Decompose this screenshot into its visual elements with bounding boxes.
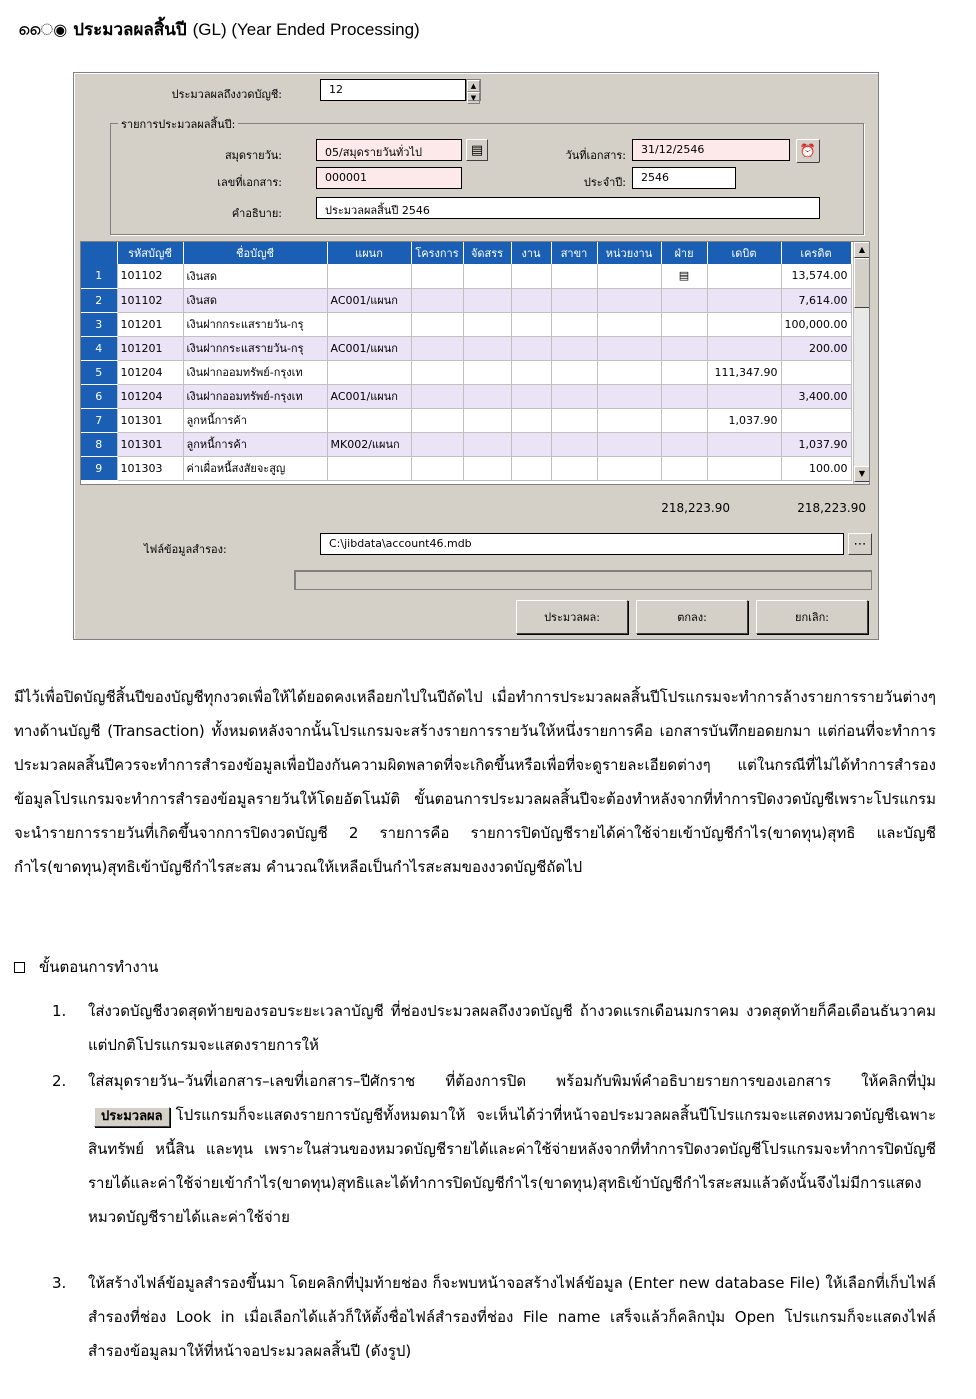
cell-division[interactable] <box>661 408 707 432</box>
accounts-grid <box>80 241 870 485</box>
cell-rownum: 6 <box>81 384 117 408</box>
cell-branch[interactable] <box>551 312 597 336</box>
cell-unit[interactable] <box>597 360 661 384</box>
cell-division[interactable] <box>661 264 707 288</box>
cell-account-name[interactable]: เงินฝากกระแสรายวัน-กรุ <box>183 336 327 360</box>
cell-job[interactable] <box>511 408 551 432</box>
step-1-number: 1. <box>52 1002 67 1020</box>
cell-rownum: 1 <box>81 264 117 288</box>
col-header-debit[interactable]: เดบิต <box>707 242 781 264</box>
cell-allocation[interactable] <box>463 456 511 480</box>
year-label: ประจำปี: <box>583 176 626 189</box>
cell-department[interactable] <box>327 312 411 336</box>
cell-branch[interactable] <box>551 408 597 432</box>
cell-project[interactable] <box>411 336 463 360</box>
cell-rownum: 9 <box>81 456 117 480</box>
period-label: ประมวลผลถึงงวดบัญชี: <box>171 88 282 101</box>
document-icon[interactable]: ▤ <box>678 269 690 283</box>
cell-branch[interactable] <box>551 264 597 288</box>
cell-account-code[interactable]: 101301 <box>117 432 183 456</box>
year-input[interactable]: 2546 <box>632 167 736 189</box>
grid-header-row <box>81 242 851 264</box>
cell-department[interactable] <box>327 264 411 288</box>
col-header-credit[interactable]: เครดิต <box>781 242 851 264</box>
browse-button[interactable] <box>848 533 872 555</box>
table-row[interactable] <box>81 456 851 480</box>
col-header-project[interactable]: โครงการ <box>411 242 463 264</box>
cell-debit[interactable]: 111,347.90 <box>707 360 781 384</box>
spin-down-icon[interactable]: ▼ <box>467 92 480 104</box>
group-title: รายการประมวลผลสิ้นปี: <box>118 115 238 133</box>
cell-debit[interactable] <box>707 384 781 408</box>
cell-allocation[interactable] <box>463 264 511 288</box>
cell-job[interactable] <box>511 288 551 312</box>
cell-department[interactable] <box>327 408 411 432</box>
table-row[interactable] <box>81 408 851 432</box>
cell-debit[interactable] <box>707 288 781 312</box>
cell-rownum: 4 <box>81 336 117 360</box>
step-1-text: ใส่งวดบัญชีงวดสุดท้ายของรอบระยะเวลาบัญชี ที่ช่องประมวลผลถึงงวดบัญชี ถ้างวดแรกเดือนมกราคม งวดสุดท้ายก็คือเดือนธันวาคม แต่ปกติโปรแกรมจะแสดงรายการให้ <box>88 1002 936 1054</box>
cell-credit[interactable]: 100.00 <box>781 456 851 480</box>
cell-account-code[interactable]: 101102 <box>117 264 183 288</box>
cell-unit[interactable] <box>597 432 661 456</box>
cell-division[interactable] <box>661 336 707 360</box>
browse-icon: ⋯ <box>853 536 867 552</box>
cell-account-code[interactable]: 101204 <box>117 384 183 408</box>
docno-label: เลขที่เอกสาร: <box>217 176 282 189</box>
cell-rownum: 2 <box>81 288 117 312</box>
cell-job[interactable] <box>511 384 551 408</box>
cell-project[interactable] <box>411 384 463 408</box>
cell-division[interactable] <box>661 456 707 480</box>
journal-input[interactable]: 05/สมุดรายวันทั่วไป <box>316 139 462 161</box>
total-debit: 218,223.90 <box>661 501 730 515</box>
progress-bar <box>294 570 872 590</box>
docno-input[interactable]: 000001 <box>316 167 462 189</box>
cell-unit[interactable] <box>597 288 661 312</box>
process-button[interactable]: ประมวลผล: <box>516 600 628 634</box>
cell-unit[interactable] <box>597 384 661 408</box>
cell-job[interactable] <box>511 360 551 384</box>
grid-body <box>81 264 851 480</box>
cell-debit[interactable] <box>707 336 781 360</box>
cell-division[interactable] <box>661 312 707 336</box>
cell-job[interactable] <box>511 456 551 480</box>
table-row[interactable] <box>81 312 851 336</box>
cell-credit[interactable]: 1,037.90 <box>781 432 851 456</box>
backup-label: ไฟล์ข้อมูลสำรอง: <box>144 543 227 556</box>
col-header-job[interactable]: งาน <box>511 242 551 264</box>
cell-project[interactable] <box>411 288 463 312</box>
step-2-text-b: โปรแกรมก็จะแสดงรายการบัญชีทั้งหมดมาให้ จะเห็นได้ว่าที่หน้าจอประมวลผลสิ้นปีโปรแกรมจะแสดงหมวดบัญชีเฉพาะ สินทรัพย์ หนี้สิน และทุน เพราะในส่วนของหมวดบัญชีรายได้และค่าใช้จ่ายหลังจากที่ทำการปิดงวดบัญชีโปรแกรมจะทำการปิดบัญชีรายได้และค่าใช้จ่ายเข้ากำไร(ขาดทุน)สุทธิและได้ทำการปิดบัญชีกำไร(ขาดทุน)สุทธิเข้าบัญชีกำไรสะสมแล้วดังนั้นจึงไม่มีการแสดงหมวดบัญชีรายได้และค่าใช้จ่าย <box>88 1106 936 1226</box>
step-2-text-a: ใส่สมุดรายวัน–วันที่เอกสาร–เลขที่เอกสาร–ปีศักราช ที่ต้องการปิด พร้อมกับพิมพ์คำอธิบายรายการของเอกสาร ให้คลิกที่ปุ่ม <box>88 1072 936 1090</box>
table-row[interactable] <box>81 264 851 288</box>
col-header-branch[interactable]: สาขา <box>551 242 597 264</box>
cell-account-name[interactable]: ลูกหนี้การค้า <box>183 408 327 432</box>
cell-allocation[interactable] <box>463 312 511 336</box>
cell-debit[interactable] <box>707 264 781 288</box>
docdate-input[interactable]: 31/12/2546 <box>632 139 790 161</box>
table-row[interactable] <box>81 336 851 360</box>
cell-branch[interactable] <box>551 288 597 312</box>
cell-job[interactable] <box>511 264 551 288</box>
checkbox-bullet-icon <box>14 962 25 973</box>
cell-credit[interactable]: 100,000.00 <box>781 312 851 336</box>
backup-file-input[interactable]: C:\jibdata\account46.mdb <box>320 533 844 555</box>
scroll-thumb[interactable] <box>854 258 870 308</box>
step-3 <box>52 1266 936 1368</box>
cell-debit[interactable] <box>707 456 781 480</box>
description-paragraph: มีไว้เพื่อปิดบัญชีสิ้นปีของบัญชีทุกงวดเพื่อให้ได้ยอดคงเหลือยกไปในปีถัดไป เมื่อทำการประมวลผลสิ้นปีโปรแกรมจะทำการล้างรายการรายวันต่างๆทางด้านบัญชี (Transaction) ทั้งหมดหลังจากนั้นโปรแกรมจะสร้างรายการรายวันให้หนึ่งรายการคือ เอกสารบันทึกยอดยกมา แต่ก่อนที่จะทำการประมวลผลสิ้นปีควรจะทำการสำรองข้อมูลเพื่อป้องกันความผิดพลาดที่จะเกิดขึ้นหรือเพื่อที่จะดูรายละเอียดต่างๆ แต่ในกรณีที่ไม่ได้ทำการสำรองข้อมูลโปรแกรมจะทำการสำรองข้อมูลรายวันให้โดยอัตโนมัติ ขั้นตอนการประมวลผลสิ้นปีจะต้องทำหลังจากที่ทำการปิดงวดบัญชีเพราะโปรแกรมจะนำรายการรายวันที่เกิดขึ้นจากการปิดงวดบัญชี 2 รายการคือ รายการปิดบัญชีรายได้ค่าใช้จ่ายเข้าบัญชีกำไร(ขาดทุน)สุทธิ และบัญชีกำไร(ขาดทุน)สุทธิเข้าบัญชีกำไรสะสม คำนวณให้เหลือเป็นกำไรสะสมของงวดบัญชีถัดไป <box>14 688 936 876</box>
cell-credit[interactable]: 200.00 <box>781 336 851 360</box>
cell-account-code[interactable]: 101201 <box>117 312 183 336</box>
cell-account-name[interactable]: เงินฝากออมทรัพย์-กรุงเท <box>183 384 327 408</box>
col-header-account-name[interactable]: ชื่อบัญชี <box>183 242 327 264</box>
cell-credit[interactable]: 13,574.00 <box>781 264 851 288</box>
cell-branch[interactable] <box>551 456 597 480</box>
cell-rownum: 5 <box>81 360 117 384</box>
cell-credit[interactable]: 7,614.00 <box>781 288 851 312</box>
cell-department[interactable]: AC001/แผนก <box>327 336 411 360</box>
cancel-button[interactable]: ยกเลิก: <box>756 600 868 634</box>
col-header-account-code[interactable]: รหัสบัญชี <box>117 242 183 264</box>
scroll-up-icon[interactable]: ▲ <box>854 242 870 258</box>
step-2-text <box>88 1064 936 1234</box>
cell-account-name[interactable]: เงินฝากออมทรัพย์-กรุงเท <box>183 360 327 384</box>
cell-allocation[interactable] <box>463 336 511 360</box>
cell-debit[interactable]: 1,037.90 <box>707 408 781 432</box>
clock-icon: ⏰ <box>799 143 817 159</box>
step-3-number: 3. <box>52 1274 67 1292</box>
cell-division[interactable] <box>661 360 707 384</box>
spin-up-icon[interactable]: ▲ <box>467 80 480 92</box>
step-2 <box>52 1064 936 1234</box>
cell-branch[interactable] <box>551 336 597 360</box>
col-header-department[interactable]: แผนก <box>327 242 411 264</box>
cell-allocation[interactable] <box>463 432 511 456</box>
cell-project[interactable] <box>411 408 463 432</box>
cell-credit[interactable] <box>781 408 851 432</box>
cell-project[interactable] <box>411 312 463 336</box>
steps-heading: ขั้นตอนการทำงาน <box>39 958 159 976</box>
cell-department[interactable]: MK002/แผนก <box>327 432 411 456</box>
journal-lookup-button[interactable] <box>466 139 488 161</box>
step-3-text: ให้สร้างไฟล์ข้อมูลสำรองขึ้นมา โดยคลิกที่ปุ่มท้ายช่อง ก็จะพบหน้าจอสร้างไฟล์ข้อมูล (Enter new database File) ให้เลือกที่เก็บไฟล์สำรองที่ช่อง Look in เมื่อเลือกได้แล้วก็ให้ตั้งชื่อไฟล์สำรองที่ช่อง File name เสร็จแล้วก็คลิกปุ่ม Open โปรแกรมก็จะแสดงไฟล์สำรองข้อมูลมาให้ที่หน้าจอประมวลผลสิ้นปี (ดังรูป) <box>88 1274 936 1360</box>
calendar-button[interactable] <box>796 139 820 163</box>
cell-job[interactable] <box>511 312 551 336</box>
journal-label: สมุดรายวัน: <box>224 149 282 162</box>
steps-bullet <box>14 955 158 979</box>
cell-account-name[interactable]: เงินฝากกระแสรายวัน-กรุ <box>183 312 327 336</box>
cell-rownum: 8 <box>81 432 117 456</box>
docdate-label: วันที่เอกสาร: <box>565 149 626 162</box>
cell-branch[interactable] <box>551 384 597 408</box>
table-row[interactable] <box>81 288 851 312</box>
cell-account-name[interactable]: ค่าเผื่อหนี้สงสัยจะสูญ <box>183 456 327 480</box>
cell-job[interactable] <box>511 432 551 456</box>
cell-account-code[interactable]: 101102 <box>117 288 183 312</box>
cell-rownum: 3 <box>81 312 117 336</box>
cell-branch[interactable] <box>551 432 597 456</box>
col-header-division[interactable]: ฝ่าย <box>661 242 707 264</box>
cell-debit[interactable] <box>707 432 781 456</box>
cell-job[interactable] <box>511 336 551 360</box>
cell-department[interactable] <box>327 360 411 384</box>
cell-allocation[interactable] <box>463 384 511 408</box>
heading-english: (GL) (Year Ended Processing) <box>192 20 420 39</box>
cell-debit[interactable] <box>707 312 781 336</box>
cell-credit[interactable] <box>781 360 851 384</box>
cell-allocation[interactable] <box>463 408 511 432</box>
cell-account-name[interactable]: เงินสด <box>183 264 327 288</box>
cell-project[interactable] <box>411 264 463 288</box>
period-input[interactable]: 12 <box>320 79 466 101</box>
table-row[interactable] <box>81 384 851 408</box>
heading-icon: ൈ◉ <box>18 20 68 39</box>
cell-account-code[interactable]: 101201 <box>117 336 183 360</box>
cell-branch[interactable] <box>551 360 597 384</box>
cell-unit[interactable] <box>597 456 661 480</box>
heading-thai: ประมวลผลสิ้นปี <box>73 20 187 40</box>
cell-unit[interactable] <box>597 312 661 336</box>
document-icon: ▤ <box>470 142 484 158</box>
cell-allocation[interactable] <box>463 360 511 384</box>
cell-allocation[interactable] <box>463 288 511 312</box>
grid-scrollbar[interactable] <box>853 242 870 484</box>
table-row[interactable] <box>81 360 851 384</box>
cell-division[interactable] <box>661 384 707 408</box>
period-spinner[interactable] <box>466 79 481 101</box>
cell-unit[interactable] <box>597 336 661 360</box>
total-credit: 218,223.90 <box>797 501 866 515</box>
desc-input[interactable]: ประมวลผลสิ้นปี 2546 <box>316 197 820 219</box>
cell-account-code[interactable]: 101204 <box>117 360 183 384</box>
cell-rownum: 7 <box>81 408 117 432</box>
step-1 <box>52 994 936 1062</box>
cell-project[interactable] <box>411 456 463 480</box>
desc-label: คำอธิบาย: <box>231 207 282 220</box>
cell-department[interactable] <box>327 456 411 480</box>
cell-project[interactable] <box>411 360 463 384</box>
scroll-down-icon[interactable]: ▼ <box>854 466 870 482</box>
cell-unit[interactable] <box>597 408 661 432</box>
inline-process-button: ประมวลผล <box>94 1107 170 1127</box>
col-header-unit[interactable]: หน่วยงาน <box>597 242 661 264</box>
cell-account-name[interactable]: ลูกหนี้การค้า <box>183 432 327 456</box>
year-end-dialog <box>73 72 879 640</box>
table-row[interactable] <box>81 432 851 456</box>
cell-division[interactable] <box>661 432 707 456</box>
cell-account-code[interactable]: 101301 <box>117 408 183 432</box>
cell-account-name[interactable]: เงินสด <box>183 288 327 312</box>
cell-project[interactable] <box>411 432 463 456</box>
cell-unit[interactable] <box>597 264 661 288</box>
col-header-allocation[interactable]: จัดสรร <box>463 242 511 264</box>
cell-account-code[interactable]: 101303 <box>117 456 183 480</box>
col-header-rownum <box>81 242 117 264</box>
cell-division[interactable] <box>661 288 707 312</box>
cell-department[interactable]: AC001/แผนก <box>327 384 411 408</box>
page-heading <box>18 16 420 43</box>
cell-department[interactable]: AC001/แผนก <box>327 288 411 312</box>
step-2-number: 2. <box>52 1072 67 1090</box>
cell-credit[interactable]: 3,400.00 <box>781 384 851 408</box>
ok-button[interactable]: ตกลง: <box>636 600 748 634</box>
